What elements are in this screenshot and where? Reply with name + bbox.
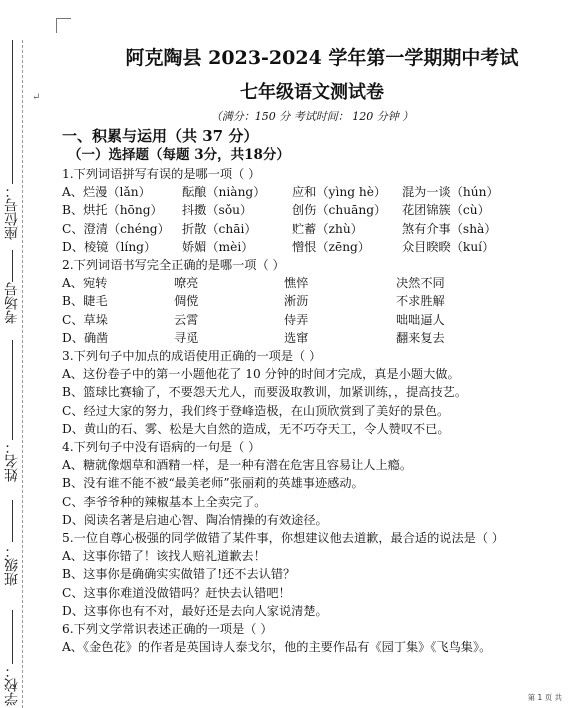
binding-margin bbox=[0, 0, 40, 708]
option-cell: 众目睽睽（kuí） bbox=[402, 239, 495, 254]
class-fill-line bbox=[12, 500, 13, 542]
school-fill-line bbox=[12, 610, 13, 664]
exam-title: 阿克陶县 2023-2024 学年第一学期期中考试 bbox=[125, 47, 519, 69]
question-5-option-b: B、这事你是确确实实做错了!还不去认错？ bbox=[62, 567, 296, 582]
question-4-option-d: D、阅读名著是启迪心智、陶冶情操的有效途径。 bbox=[62, 512, 328, 527]
class-label: 班级： bbox=[4, 544, 20, 586]
question-3-option-b: B、篮球比赛输了，不要怨天尤人，而要汲取教训，加紧训练，，提高技艺。 bbox=[62, 385, 468, 400]
question-1-row-b bbox=[62, 201, 562, 219]
question-3-option-c: C、经过大家的努力，我们终于登峰造极，在山顶欣赏到了美好的景色。 bbox=[62, 403, 450, 418]
option-cell: 嘹亮 bbox=[174, 276, 199, 291]
question-4-option-b: B、没有谁不能不被“最美老师”张丽莉的英雄事迹感动。 bbox=[62, 476, 364, 491]
option-cell: 寻觅 bbox=[174, 330, 199, 345]
question-4-option-a: A、糖就像烟草和酒精一样，是一种有潜在危害且容易让人上瘾。 bbox=[62, 458, 413, 473]
question-2-stem: 2.下列词语书写完全正确的是哪一项（ ） bbox=[62, 258, 285, 273]
option-cell: 咄咄逼人 bbox=[396, 312, 445, 327]
option-cell: C、澄清（chéng） bbox=[62, 221, 170, 236]
seat-fill-line bbox=[12, 40, 13, 188]
seat-label: 座位号： bbox=[4, 184, 20, 240]
option-cell: A、宛转 bbox=[62, 276, 108, 291]
option-cell: 憔悴 bbox=[284, 276, 309, 291]
question-1-row-d bbox=[62, 238, 562, 256]
option-cell: 抖擞（sǒu） bbox=[182, 203, 253, 218]
question-1-row-a bbox=[62, 183, 562, 201]
question-2-row-b bbox=[62, 292, 562, 310]
option-cell: 倜傥 bbox=[174, 294, 199, 309]
name-label: 姓名： bbox=[4, 440, 20, 482]
option-cell: 娇媚（mèi） bbox=[182, 239, 254, 254]
option-cell: 淅沥 bbox=[284, 294, 309, 309]
question-5-option-c: C、这事你难道没做错吗？赶快去认错吧！ bbox=[62, 585, 291, 600]
question-2-row-c bbox=[62, 311, 562, 329]
option-cell: D、确凿 bbox=[62, 330, 109, 345]
option-cell: 应和（yìng hè） bbox=[292, 185, 387, 200]
option-cell: 煞有介事（shà） bbox=[402, 221, 497, 236]
name-fill-line bbox=[12, 340, 13, 440]
option-cell: 翻来复去 bbox=[396, 330, 445, 345]
option-cell: 混为一谈（hún） bbox=[402, 185, 499, 200]
school-label: 学校： bbox=[4, 664, 20, 706]
question-3-stem: 3.下列句子中加点的成语使用正确的一项是（ ） bbox=[62, 349, 322, 364]
option-cell: 花团锦簇（cù） bbox=[402, 203, 490, 218]
question-5-option-d: D、这事你也有不对，最好还是去向人家说清楚。 bbox=[62, 603, 328, 618]
page-corner-mark bbox=[56, 18, 71, 33]
exam-subtitle: 七年级语文测试卷 bbox=[240, 82, 384, 103]
exam-room-fill-line bbox=[12, 250, 13, 282]
page-footer: 第 1 页 共 bbox=[527, 693, 562, 702]
question-3-option-d: D、黄山的石、雾、松是大自然的造成，无不巧夺天工，令人赞叹不已。 bbox=[62, 421, 450, 436]
option-cell: C、草垛 bbox=[62, 312, 108, 327]
paragraph-mark-icon: ↵ bbox=[32, 92, 41, 103]
question-4-stem: 4.下列句子中没有语病的一句是（ ） bbox=[62, 440, 261, 455]
exam-content bbox=[62, 44, 562, 656]
question-3-option-a: A、这份卷子中的第一小题他花了 10 分钟的时间才完成，真是小题大做。 bbox=[62, 367, 460, 382]
question-6-option-a: A、《金色花》的作者是英国诗人泰戈尔，他的主要作品有《园丁集》《飞鸟集》。 bbox=[62, 640, 492, 655]
option-cell: 酝酿（niàng） bbox=[182, 185, 266, 200]
question-2-row-d bbox=[62, 329, 562, 347]
option-cell: 贮蓄（zhù） bbox=[292, 221, 363, 236]
question-5-stem: 5.一位自尊心极强的同学做错了某件事，你想建议他去道歉，最合适的说法是（ ） bbox=[62, 531, 505, 546]
exam-room-label: 考场号 bbox=[4, 282, 20, 324]
question-2-row-a bbox=[62, 274, 562, 292]
option-cell: A、烂漫（lǎn） bbox=[62, 185, 151, 200]
section-title: 一、积累与运用（共 37 分） bbox=[62, 127, 259, 145]
option-cell: 创伤（chuāng） bbox=[292, 203, 387, 218]
question-6-stem: 6.下列文学常识表述正确的一项是（ ） bbox=[62, 622, 273, 637]
option-cell: 憎恨（zēng） bbox=[292, 239, 371, 254]
binding-dashed-line bbox=[22, 40, 23, 708]
option-cell: 云霄 bbox=[174, 312, 199, 327]
question-4-option-c: C、李爷爷种的辣椒基本上全卖完了。 bbox=[62, 494, 267, 509]
question-5-option-a: A、这事你错了！该找人赔礼道歉去！ bbox=[62, 549, 266, 564]
option-cell: B、烘托（hōng） bbox=[62, 203, 163, 218]
option-cell: 决然不同 bbox=[396, 276, 445, 291]
question-1-stem: 1.下列词语拼写有误的是哪一项（ ） bbox=[62, 167, 261, 181]
option-cell: 折散（chāi） bbox=[182, 221, 257, 236]
subsection-title: （一）选择题（每题 3分，共18分） bbox=[68, 147, 290, 163]
option-cell: D、棱镜（líng） bbox=[62, 239, 157, 254]
option-cell: 选窜 bbox=[284, 330, 309, 345]
option-cell: B、睫毛 bbox=[62, 294, 108, 309]
exam-info: （满分：150 分 考试时间： 120 分钟 ） bbox=[210, 110, 414, 123]
option-cell: 不求胜解 bbox=[396, 294, 445, 309]
option-cell: 侍弄 bbox=[284, 312, 309, 327]
question-1-row-c bbox=[62, 220, 562, 238]
